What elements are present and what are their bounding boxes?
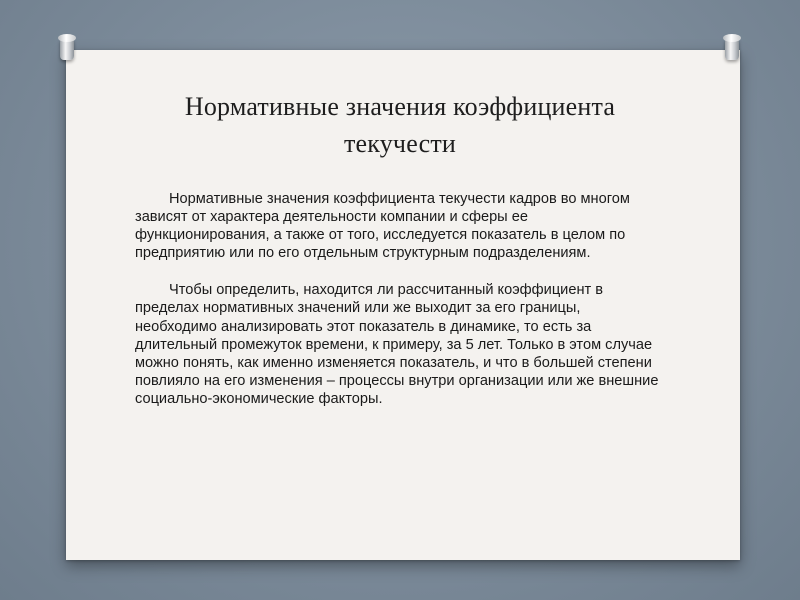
body-paragraph-1: Нормативные значения коэффициента текучести кадров во многом зависят от характера деятельности компании и сферы ее функционирования, а также от того, исследуется показатель в целом по предприятию или по его отдельным структурным подразделениям. xyxy=(135,191,630,262)
slide-title-line-2: текучести xyxy=(343,129,457,158)
pushpin-icon xyxy=(725,38,739,60)
slide-body xyxy=(135,190,665,427)
pushpin-icon xyxy=(60,38,74,60)
slide-title xyxy=(0,88,800,162)
body-paragraph-2: Чтобы определить, находится ли рассчитанный коэффициент в пределах нормативных значений или же выходит за его границы, необходимо анализировать этот показатель в динамике, то есть за длительный промежуток времени, к примеру, за 5 лет. Только в этом случае можно понять, как именно изменяется показатель, и что в большей степени повлияло на его изменения – процессы внутри организации или же внешние социально-экономические факторы. xyxy=(135,282,659,407)
slide-title-line-1: Нормативные значения коэффициента xyxy=(184,92,616,121)
